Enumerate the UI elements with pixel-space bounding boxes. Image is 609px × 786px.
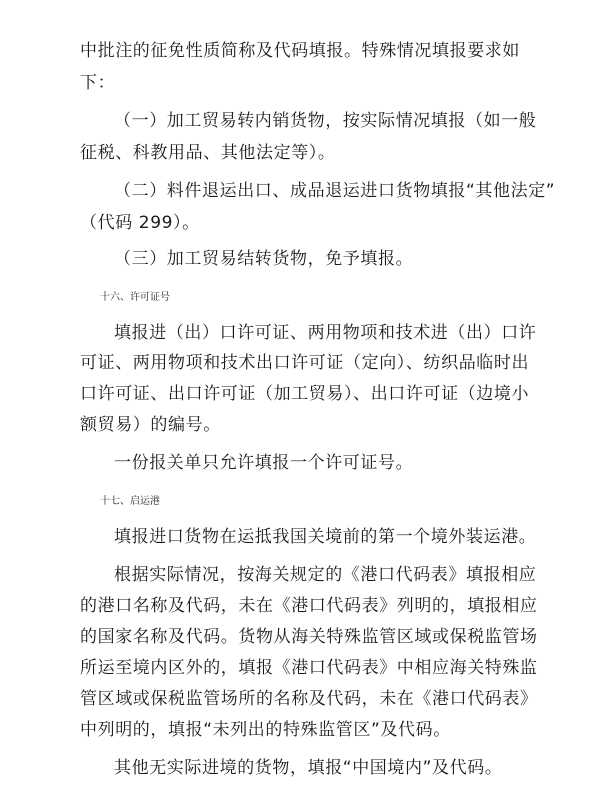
paragraph-line: 填报进（出）口许可证、两用物项和技术进（出）口许 [114, 323, 537, 343]
paragraph-line: 的国家名称及代码。货物从海关特殊监管区域或保税监管场 [80, 627, 538, 647]
paragraph-line: 一份报关单只允许填报一个许可证号。 [114, 453, 414, 473]
paragraph-line: 中批注的征免性质简称及代码填报。特殊情况填报要求如 [80, 41, 520, 61]
paragraph-line: 填报进口货物在运抵我国关境前的第一个境外装运港。 [114, 527, 537, 547]
paragraph-line: 所运至境内区外的，填报《港口代码表》中相应海关特殊监 [80, 658, 538, 678]
paragraph-line: 下： [80, 73, 116, 93]
paragraph-line: （代码 299）。 [80, 213, 200, 233]
paragraph-line: 征税、科教用品、其他法定等）。 [80, 143, 336, 163]
paragraph-line: 中列明的，填报“未列出的特殊监管区”及代码。 [80, 720, 451, 740]
paragraph-line: 可证、两用物项和技术出口许可证（定向）、纺织品临时出 [80, 353, 530, 373]
paragraph-line: （二）料件退运出口、成品退运进口货物填报“其他法定” [114, 181, 556, 201]
paragraph-line: （一）加工贸易转内销货物，按实际情况填报（如一般 [114, 111, 537, 131]
paragraph-line: 口许可证、出口许可证（加工贸易）、出口许可证（边境小 [80, 384, 530, 404]
paragraph-line: （三）加工贸易结转货物，免予填报。 [114, 249, 414, 269]
paragraph-line: 额贸易）的编号。 [80, 415, 221, 435]
paragraph-line: 其他无实际进境的货物，填报“中国境内”及代码。 [114, 758, 503, 778]
paragraph-line: 管区域或保税监管场所的名称及代码，未在《港口代码表》 [80, 689, 538, 709]
paragraph-line: 根据实际情况，按海关规定的《港口代码表》填报相应 [114, 565, 537, 585]
section-heading: 十六、许可证号 [100, 292, 170, 303]
paragraph-line: 的港口名称及代码，未在《港口代码表》列明的，填报相应 [80, 596, 538, 616]
section-heading: 十七、启运港 [100, 496, 160, 507]
